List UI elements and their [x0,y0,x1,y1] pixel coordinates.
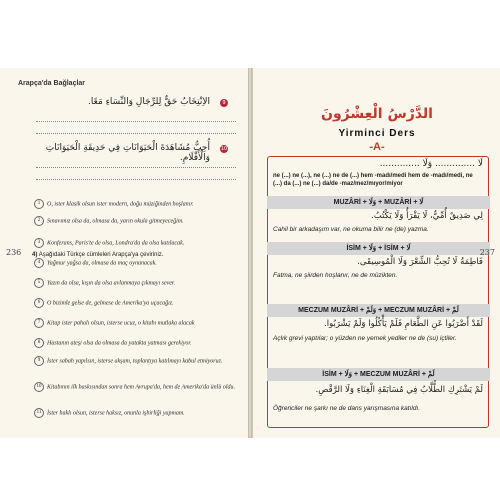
exercise-item-number: 7 [34,318,44,328]
section-label: -A- [369,141,385,153]
exercise-item [34,382,238,392]
exercise-item [34,408,238,418]
exercise-item-text: Kitabının ilk baskısından sonra hem Avrupa'da, hem de Amerika'da ünlü oldu. [47,384,236,391]
sentence-number-badge: 9 [220,99,228,107]
exercise-item [34,238,238,248]
exercise-item-number: 8 [34,338,44,348]
example-arabic: فَاطِمَةُ لَا تُحِبُّ الشِّعْرَ وَلَا الْمُوسِيقَى. [357,257,483,267]
answer-line [36,132,236,134]
exercise-item-text: Yağmur yağsa da, olmasa da maç oynanacak. [47,260,157,267]
exercise-item-text: İster sabah yapılsın, isterse akşam, toplantıya katılmayı kabul etmiyoruz. [47,358,223,365]
answer-line [36,178,236,180]
exercise-item [34,356,238,366]
exercise-item [34,338,238,348]
answer-line [36,166,236,168]
exercise-item-number: 11 [34,408,44,418]
exercise-item-text: Kitap ister pahalı olsun, isterse ucuz, o kitabı mutlaka alacak [47,320,195,327]
exercise-item [34,216,238,226]
example-arabic: لِي صَدِيقٌ أُمِّيٌّ، لَا يَقْرَأُ وَلَا يَكْتُبُ. [371,211,483,221]
exercise-item [34,258,238,268]
arabic-sentence: الاِنْتِخَابُ حَقٌّ لِلرِّجَالِ وَالنِّسَاءِ مَعًا. [88,97,210,107]
exercise-item [34,278,238,288]
exercise-item-number: 10 [34,382,44,392]
rule-turkish: ne (...) ne (...), ne (...) ne de (...) hem -madı/medi hem de -madı/medi, ne (...) da (...) ne (...) da/de -maz/mez/mıyor/miyor [273,173,473,187]
right-page [252,68,500,438]
exercise-item-number: 1 [34,199,44,209]
exercise-item-number: 6 [34,298,44,308]
exercise-instruction-text: Aşağıdaki Türkçe cümleleri Arapça'ya çeviriniz. [38,252,164,258]
exercise-number: 4) [32,252,38,258]
open-book [0,68,500,438]
exercise-item-text: Yazın da olsa, kışın da olsa avlanmaya çıkmayı sever. [47,280,176,287]
exercise-item-number: 4 [34,258,44,268]
exercise-item-text: O, ister klasik olsun ister modern, doğu müziğinden hoşlanır. [47,201,194,208]
exercise-item [34,199,238,209]
example-arabic: لَمْ يَشْتَرِكِ الطُّلَّابُ فِي مُسَابَقَةِ الْغِنَاءِ وَلَا الرَّقْصِ. [315,385,483,395]
sentence-number-badge: 10 [220,146,228,152]
lesson-title-arabic: الدَّرْسُ الْعِشْرُونَ [321,106,433,122]
pattern-bar: İSİM + وَلَا + MECZUM MUZÂRİ + لَمْ [267,368,490,381]
answer-line [36,120,236,122]
pattern-bar: MECZUM MUZÂRİ + وَلَمْ + MECZUM MUZÂRİ + لَمْ [267,304,490,317]
exercise-item-text: İster haklı olsun, isterse haksız, onunla işbirliği yapmam. [47,410,185,417]
rule-arabic: لَا .............. وَلَا .............. [379,159,483,169]
exercise-item-number: 3 [34,238,44,248]
pattern-bar: MUZÂRİ + وَلَا + MUZÂRİ + لَا [267,196,490,209]
example-turkish: Öğrenciler ne şarkı ne de dans yarışmasına katıldı. [273,405,421,412]
pattern-bar: İSİM + وَلَا + İSİM + لَا [267,242,490,255]
exercise-item-number: 2 [34,216,44,226]
exercise-item-number: 5 [34,278,44,288]
example-arabic: لَقَدْ أَضْرَبُوا عَنِ الطَّعَامِ فَلَمْ يَأْكُلُوا وَلَمْ يَشْرَبُوا. [324,319,483,329]
exercise-item-text: Sınavımız olsa da, olmasa da, yarın okula gitmeyeceğim. [47,218,184,225]
example-turkish: Fatma, ne şiirden hoşlanır, ne de müzikten. [273,272,398,279]
exercise-item-text: Konferans, Paris'te de olsa, Londra'da da olsa katılacak. [47,240,185,247]
arabic-sentence: أُحِبُّ مُشَاهَدَةَ الْحَيَوَانَاتِ فِي حَدِيقَةِ الْحَيَوَانَاتِ وَالْأَفْلَامِ. [45,143,210,163]
exercise-item-number: 9 [34,356,44,366]
exercise-item [34,298,238,308]
exercise-item-text: Hastanın ateşi olsa da olmasa da yatakta yatması gerekiyor. [47,340,192,347]
exercise-item [34,318,238,328]
exercise-item-text: O bizimle gelse de, gelmese de Amerika'ya uçacağız. [47,300,174,307]
lesson-title-turkish: Yirminci Ders [338,128,416,139]
example-turkish: Cahil bir arkadaşım var, ne okuma bilir ne (de) yazma. [273,226,429,233]
page-number-right: 237 [479,248,495,257]
page-number-left: 236 [6,248,22,257]
example-turkish: Açlık grevi yaptılar; o yüzden ne yemek yediler ne de (su) içtiler. [273,335,457,342]
left-page [0,68,249,438]
running-head: Arapça'da Bağlaçlar [18,80,86,87]
